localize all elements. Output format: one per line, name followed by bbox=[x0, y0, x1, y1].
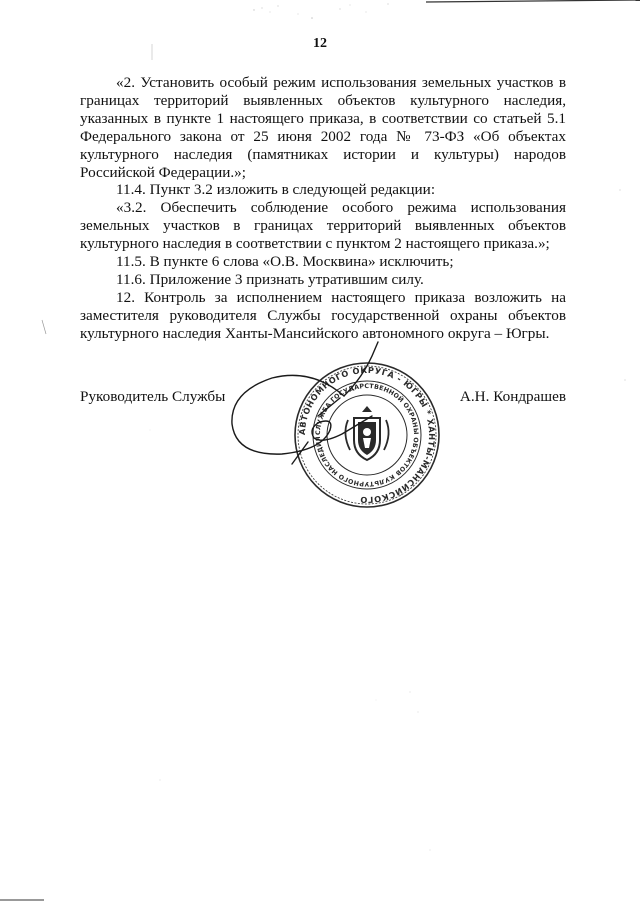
paragraph-11-5: 11.5. В пункте 6 слова «О.В. Москвина» исключить; bbox=[116, 253, 454, 271]
page-number: 12 bbox=[313, 36, 327, 51]
paragraph-11-4: 11.4. Пункт 3.2 изложить в следующей редакции: bbox=[116, 181, 436, 199]
signer-name: А.Н. Кондрашев bbox=[459, 388, 566, 405]
paragraph-item-2-new-wording: «2. Установить особый режим использования земельных участков в границах территорий выявленных объектов культурного наследия, указанных в пункте 1 настоящего приказа, в соответствии со статьей 5.1 Федерального закона от 25 июня 2002 года № 73-ФЗ «Об объектах культурного наследия (памятниках истории и культуры) народов Российской Федерации.»; bbox=[80, 74, 566, 181]
document-body bbox=[80, 74, 566, 343]
paragraph-11-6: 11.6. Приложение 3 признать утратившим силу. bbox=[116, 270, 424, 288]
paragraph-item-3-2-new-wording: «3.2. Обеспечить соблюдение особого режима использования земельных участков в границах территорий выявленных объектов культурного наследия в соответствии с пунктом 2 настоящего приказа.»; bbox=[80, 199, 566, 253]
seal-outer-ring-text: АВТОНОМНОГО ОКРУГА - ЮГРЫ * ХАНТЫ-МАНСИЙСКОГО bbox=[296, 364, 438, 506]
paragraph-12: 12. Контроль за исполнением настоящего приказа возложить на заместителя руководителя Службы государственной охраны объектов культурного наследия Ханты-Мансийского автономного округа – Югры. bbox=[80, 288, 566, 342]
seal-inner-ring-text: СЛУЖБА ГОСУДАРСТВЕННОЙ ОХРАНЫ ОБЪЕКТОВ КУЛЬТУРНОГО НАСЛЕДИЯ bbox=[314, 382, 420, 488]
handwritten-signature bbox=[222, 338, 422, 488]
signer-position: Руководитель Службы bbox=[80, 388, 226, 405]
